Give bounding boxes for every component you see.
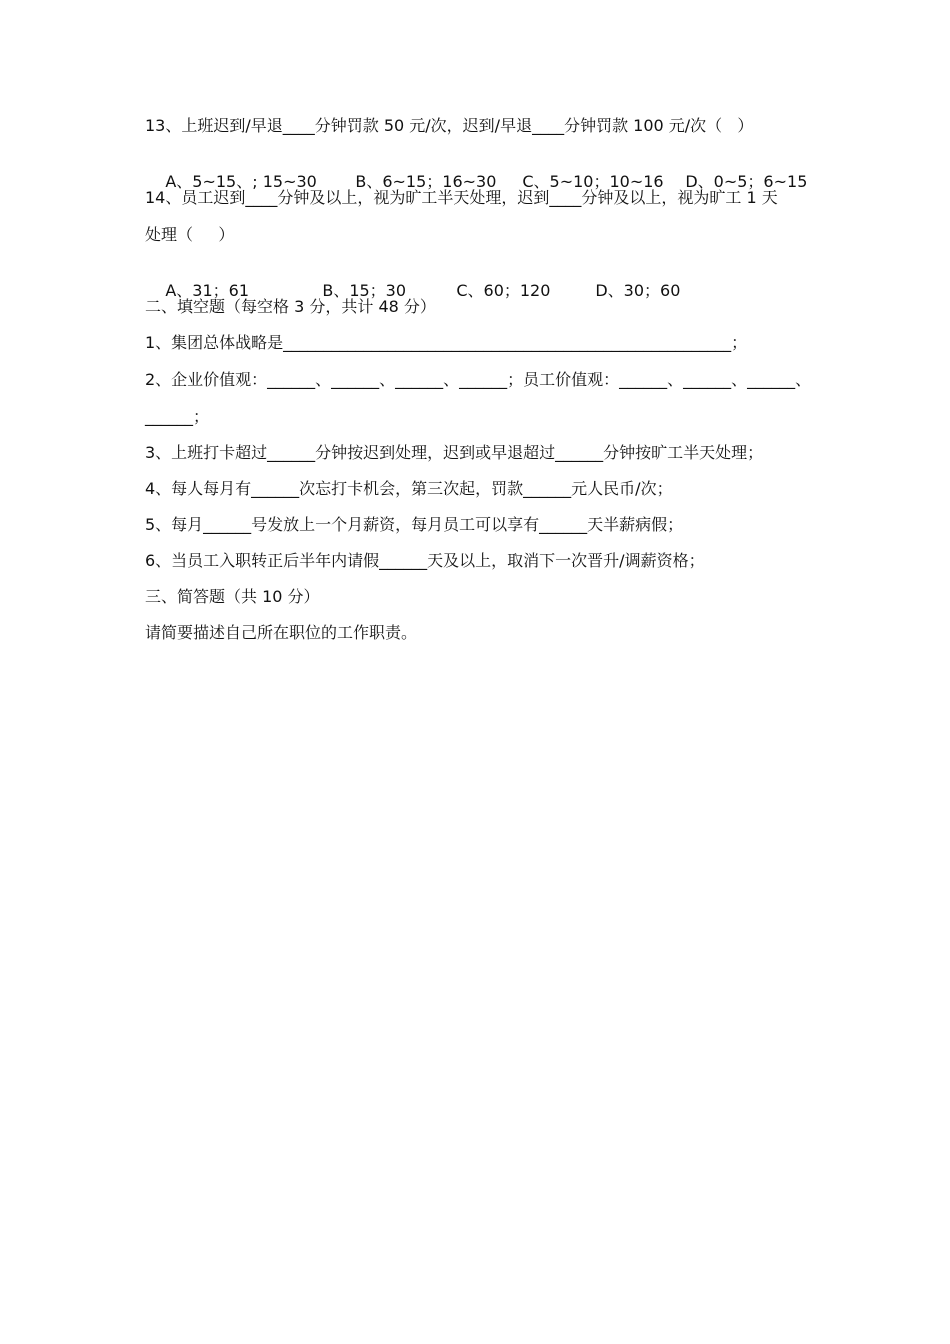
fill-item-1: 1、集团总体战略是________________________________________________________； <box>145 333 748 352</box>
q13-option-b: B、6~15；16~30 <box>355 172 497 191</box>
question-13-text: 13、上班迟到/早退____分钟罚款 50 元/次，迟到/早退____分钟罚款 100 元/次（ ） <box>145 116 754 135</box>
q13-option-a: A、5~15、; 15~30 <box>165 172 317 191</box>
q14-option-b: B、15；30 <box>322 281 407 300</box>
fill-item-4: 4、每人每月有______次忘打卡机会，第三次起，罚款______元人民币/次； <box>145 479 673 498</box>
section-3-heading: 三、简答题（共 10 分） <box>145 587 320 606</box>
question-14-text-line1: 14、员工迟到____分钟及以上，视为旷工半天处理，迟到____分钟及以上，视为旷工 1 天 <box>145 188 778 207</box>
q13-option-d: D、0~5；6~15 <box>685 172 808 191</box>
fill-item-5: 5、每月______号发放上一个月薪资，每月员工可以享有______天半薪病假； <box>145 515 684 534</box>
q14-option-d: D、30；60 <box>595 281 681 300</box>
section-3-prompt: 请简要描述自己所在职位的工作职责。 <box>145 623 418 642</box>
section-2-heading: 二、填空题（每空格 3 分，共计 48 分） <box>145 297 436 316</box>
fill-item-6: 6、当员工入职转正后半年内请假______天及以上，取消下一次晋升/调薪资格； <box>145 551 705 570</box>
q13-option-c: C、5~10；10~16 <box>522 172 664 191</box>
q14-option-a: A、31；61 <box>165 281 250 300</box>
fill-item-2-continued: ______； <box>145 407 210 426</box>
fill-item-2: 2、企业价值观：______、______、______、______；员工价值观：______、______、______、 <box>145 370 812 389</box>
fill-item-3: 3、上班打卡超过______分钟按迟到处理，迟到或早退超过______分钟按旷工半天处理； <box>145 443 764 462</box>
question-14-text-line2: 处理（ ） <box>145 225 235 244</box>
q14-option-c: C、60；120 <box>456 281 551 300</box>
